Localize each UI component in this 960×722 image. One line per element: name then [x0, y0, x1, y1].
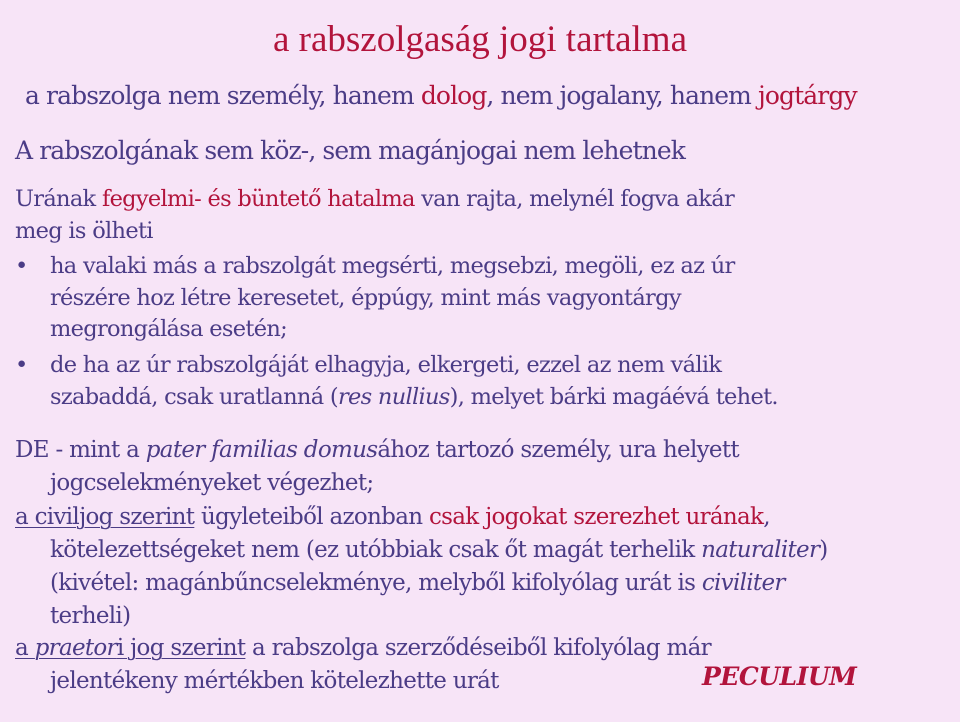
term-naturaliter: naturaliter — [701, 537, 820, 563]
para3-text-2: van rajta, melynél fogva akár — [414, 186, 735, 212]
bullet1-line3: megrongálása esetén; — [50, 316, 287, 342]
bullet-text — [50, 350, 940, 413]
line1-text-2: , nem jogalany, hanem — [486, 81, 759, 110]
bullet2-line2 — [50, 382, 940, 414]
bullet-dot-icon: • — [15, 352, 28, 378]
bullet2-text-1: szabaddá, csak uratlanná ( — [50, 383, 338, 410]
underlined-praetori-jog-szerint — [15, 635, 245, 661]
term-praetor: praetor — [34, 635, 117, 661]
line-dolog-jogtargy — [25, 81, 857, 110]
para4-line2: jogcselekményeket végezhet; — [50, 470, 374, 496]
highlight-csak-jogokat: csak jogokat szerezhet urának — [428, 504, 764, 530]
para6-u-text-1: a — [15, 635, 35, 661]
peculium-label: PECULIUM — [702, 662, 857, 691]
term-res-nullius: res nullius — [337, 383, 450, 410]
para6-u-text-2: i jog szerint — [116, 635, 246, 661]
para5-line3 — [15, 567, 945, 600]
line1-text-1: a rabszolga nem személy, hanem — [25, 81, 421, 110]
para4-text-2: ához tartozó személy, ura helyett — [377, 437, 739, 463]
slide-title: a rabszolgaság jogi tartalma — [272, 19, 688, 60]
para5-text-1: ügyleteiből azonban — [194, 504, 429, 530]
bullet-text — [50, 251, 940, 346]
para5-line2-text-2: ) — [819, 537, 828, 563]
bullet2-text-2: ), melyet bárki magáévá tehet. — [449, 383, 778, 410]
paragraph-fegyelmi-hatalom — [15, 183, 935, 247]
paragraph-civiljog — [15, 501, 945, 633]
para6-line2: jelentékeny mértékben kötelezhette urát — [50, 668, 499, 694]
highlight-dolog: dolog — [420, 81, 487, 110]
term-pater-familias-domus: pater familias domus — [145, 437, 378, 463]
line-koz-maganjog: A rabszolgának sem köz-, sem magánjogai nem lehetnek — [15, 136, 685, 165]
para6-text-1: a rabszolga szerződéseiből kifolyólag már — [245, 635, 711, 661]
bullet-dot-icon: • — [15, 253, 28, 279]
bullet2-line1: de ha az úr rabszolgáját elhagyja, elkergeti, ezzel az nem válik — [50, 352, 722, 378]
para5-line3-text: (kivétel: magánbűncselekménye, melyből kifolyólag urát is — [50, 570, 702, 596]
para3-line2: meg is ölheti — [15, 218, 153, 244]
bullet1-line2: részére hoz létre keresetet, éppúgy, mint más vagyontárgy — [50, 284, 681, 311]
term-civiliter: civiliter — [701, 570, 785, 596]
para5-line2 — [15, 534, 945, 567]
paragraph-pater-familias — [15, 434, 945, 500]
para4-line1 — [15, 434, 945, 467]
para5-text-2: , — [763, 504, 770, 530]
para3-text-1: Urának — [15, 186, 102, 212]
para3-line1 — [15, 183, 935, 215]
highlight-fegyelmi-buntetohatalom: fegyelmi- és büntető hatalma — [101, 186, 415, 212]
para5-line2-text-1: kötelezettségeket nem (ez utóbbiak csak őt magát terhelik — [50, 537, 702, 563]
para5-line1 — [15, 501, 945, 534]
para4-text-1: DE - mint a — [15, 437, 146, 463]
underlined-civiljog-szerint: a civiljog szerint — [15, 504, 195, 530]
highlight-jogtargy: jogtárgy — [758, 81, 857, 110]
para5-line4: terheli) — [50, 603, 131, 629]
bullet1-line1: ha valaki más a rabszolgát megsérti, megsebzi, megöli, ez az úr — [50, 253, 735, 279]
para6-line1 — [15, 632, 945, 665]
